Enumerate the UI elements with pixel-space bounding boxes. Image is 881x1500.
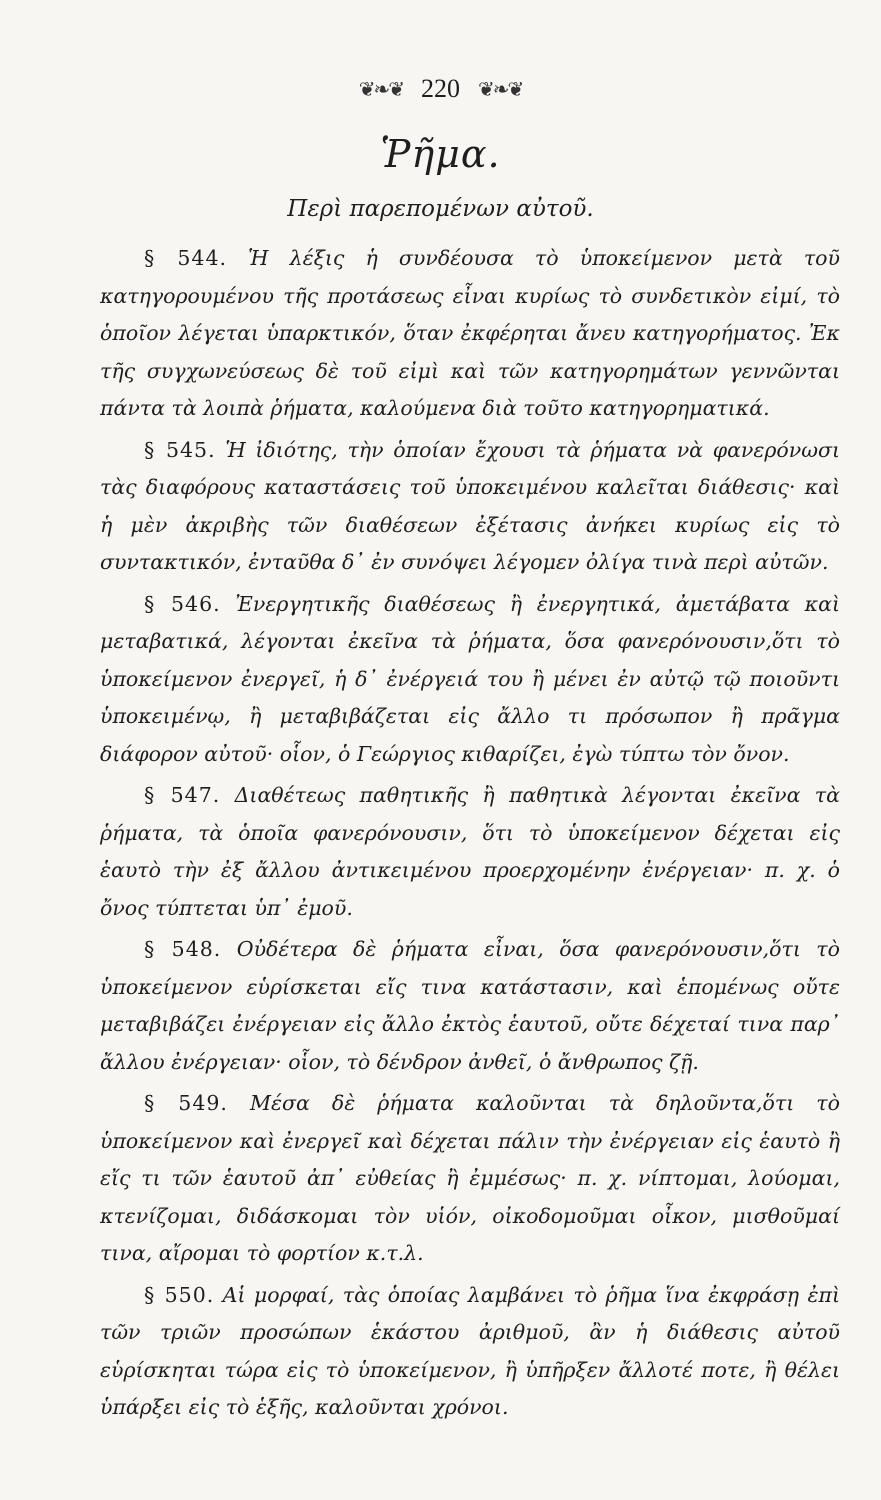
paragraph-text: Αἱ μορφαί, τὰς ὁποίας λαμβάνει τὸ ῥῆμα ἵνα ἐκφράσῃ ἐπὶ τῶν τριῶν προσώπων ἑκάστου ἀριθμοῦ, ἂν ἡ διάθεσις αὐτοῦ εὑρίσκηται τώρα εἰς τὸ ὑποκείμενον, ἢ ὑπῆρξεν ἄλλοτέ ποτε, ἢ θέλει ὑπάρξει εἰς τὸ ἑξῆς, καλοῦνται χρόνοι. xyxy=(100,1282,840,1419)
paragraph-547 xyxy=(100,777,840,927)
page-header xyxy=(0,74,881,104)
section-mark: § 546. xyxy=(144,591,221,616)
paragraph-544 xyxy=(100,240,840,428)
ornament-right: ❦❧❦ xyxy=(478,77,523,101)
chapter-title: Ῥῆμα. xyxy=(380,132,501,176)
paragraph-text: Μέσα δὲ ῥήματα καλοῦνται τὰ δηλοῦντα,ὅτι τὸ ὑποκείμενον καὶ ἐνεργεῖ καὶ δέχεται πάλιν τὴν ἐνέργειαν εἰς ἑαυτὸ ἢ εἴς τι τῶν ἑαυτοῦ ἀπ᾽ εὐθείας ἢ ἐμμέσως· π. χ. νίπτομαι, λούομαι, κτενίζομαι, διδάσκομαι τὸν υἱόν, οἰκοδομοῦμαι οἶκον, μισθοῦμαί τινα, αἴρομαι τὸ φορτίον κ.τ.λ. xyxy=(100,1091,840,1265)
section-mark: § 544. xyxy=(144,246,228,270)
paragraph-550 xyxy=(100,1277,840,1427)
section-mark: § 548. xyxy=(144,937,222,961)
page-number: 220 xyxy=(421,74,460,103)
paragraph-545 xyxy=(100,432,840,582)
paragraph-text: Ἡ ἰδιότης, τὴν ὁποίαν ἔχουσι τὰ ῥήματα νὰ φανερόνωσι τὰς διαφόρους καταστάσεις τοῦ ὑποκειμένου καλεῖται διάθεσις· καὶ ἡ μὲν ἀκριβὴς τῶν διαθέσεων ἐξέτασις ἀνήκει κυρίως εἰς τὸ συντακτικόν, ἐνταῦθα δ᾽ ἐν συνόψει λέγομεν ὀλίγα τινὰ περὶ αὐτῶν. xyxy=(100,437,840,574)
paragraph-text: Ἐνεργητικῆς διαθέσεως ἢ ἐνεργητικά, ἀμετάβατα καὶ μεταβατικά, λέγονται ἐκεῖνα τὰ ῥήματα, ὅσα φανερόνουσιν,ὅτι τὸ ὑποκείμενον ἐνεργεῖ, ἡ δ᾽ ἐνέργειά του ἢ μένει ἐν αὐτῷ τῷ ποιοῦντι ὑποκειμένῳ, ἢ μεταβιβάζεται εἰς ἄλλο τι πρόσωπον ἢ πρᾶγμα διάφορον αὐτοῦ· οἷον, ὁ Γεώργιος κιθαρίζει, ἐγὼ τύπτω τὸν ὄνον. xyxy=(100,591,840,766)
body-text xyxy=(100,240,840,1431)
paragraph-text: Οὐδέτερα δὲ ῥήματα εἶναι, ὅσα φανερόνουσιν,ὅτι τὸ ὑποκείμενον εὑρίσκεται εἴς τινα κατάστασιν, καὶ ἑπομένως οὔτε μεταβιβάζει ἐνέργειαν εἰς ἄλλο ἐκτὸς ἑαυτοῦ, οὔτε δέχεταί τινα παρ᾽ ἄλλου ἐνέργειαν· οἷον, τὸ δένδρον ἀνθεῖ, ὁ ἄνθρωπος ζῇ. xyxy=(100,937,840,1074)
section-mark: § 545. xyxy=(144,437,216,462)
section-mark: § 547. xyxy=(144,783,221,807)
paragraph-text: Ἡ λέξις ἡ συνδέουσα τὸ ὑποκείμενον μετὰ τοῦ κατηγορουμένου τῆς προτάσεως εἶναι κυρίως τὸ συνδετικὸν εἰμί, τὸ ὁποῖον λέγεται ὑπαρκτικόν, ὅταν ἐκφέρηται ἄνευ κατηγορήματος. Ἐκ τῆς συγχωνεύσεως δὲ τοῦ εἰμὶ καὶ τῶν κατηγορημάτων γεννῶνται πάντα τὰ λοιπὰ ῥήματα, καλούμενα διὰ τοῦτο κατηγορηματικά. xyxy=(100,246,840,420)
ornament-left: ❦❧❦ xyxy=(358,77,403,101)
paragraph-546 xyxy=(100,586,840,774)
paragraph-549 xyxy=(100,1085,840,1273)
chapter-subtitle: Περὶ παρεπομένων αὐτοῦ. xyxy=(287,196,594,222)
paragraph-text: Διαθέτεως παθητικῆς ἢ παθητικὰ λέγονται ἐκεῖνα τὰ ῥήματα, τὰ ὁποῖα φανερόνουσιν, ὅτι τὸ ὑποκείμενον δέχεται εἰς ἑαυτὸ τὴν ἐξ ἄλλου ἀντικειμένου προερχομένην ἐνέργειαν· π. χ. ὁ ὄνος τύπτεται ὑπ᾽ ἐμοῦ. xyxy=(100,783,840,920)
section-mark: § 549. xyxy=(144,1091,228,1115)
paragraph-548 xyxy=(100,931,840,1081)
section-mark: § 550. xyxy=(144,1282,215,1307)
